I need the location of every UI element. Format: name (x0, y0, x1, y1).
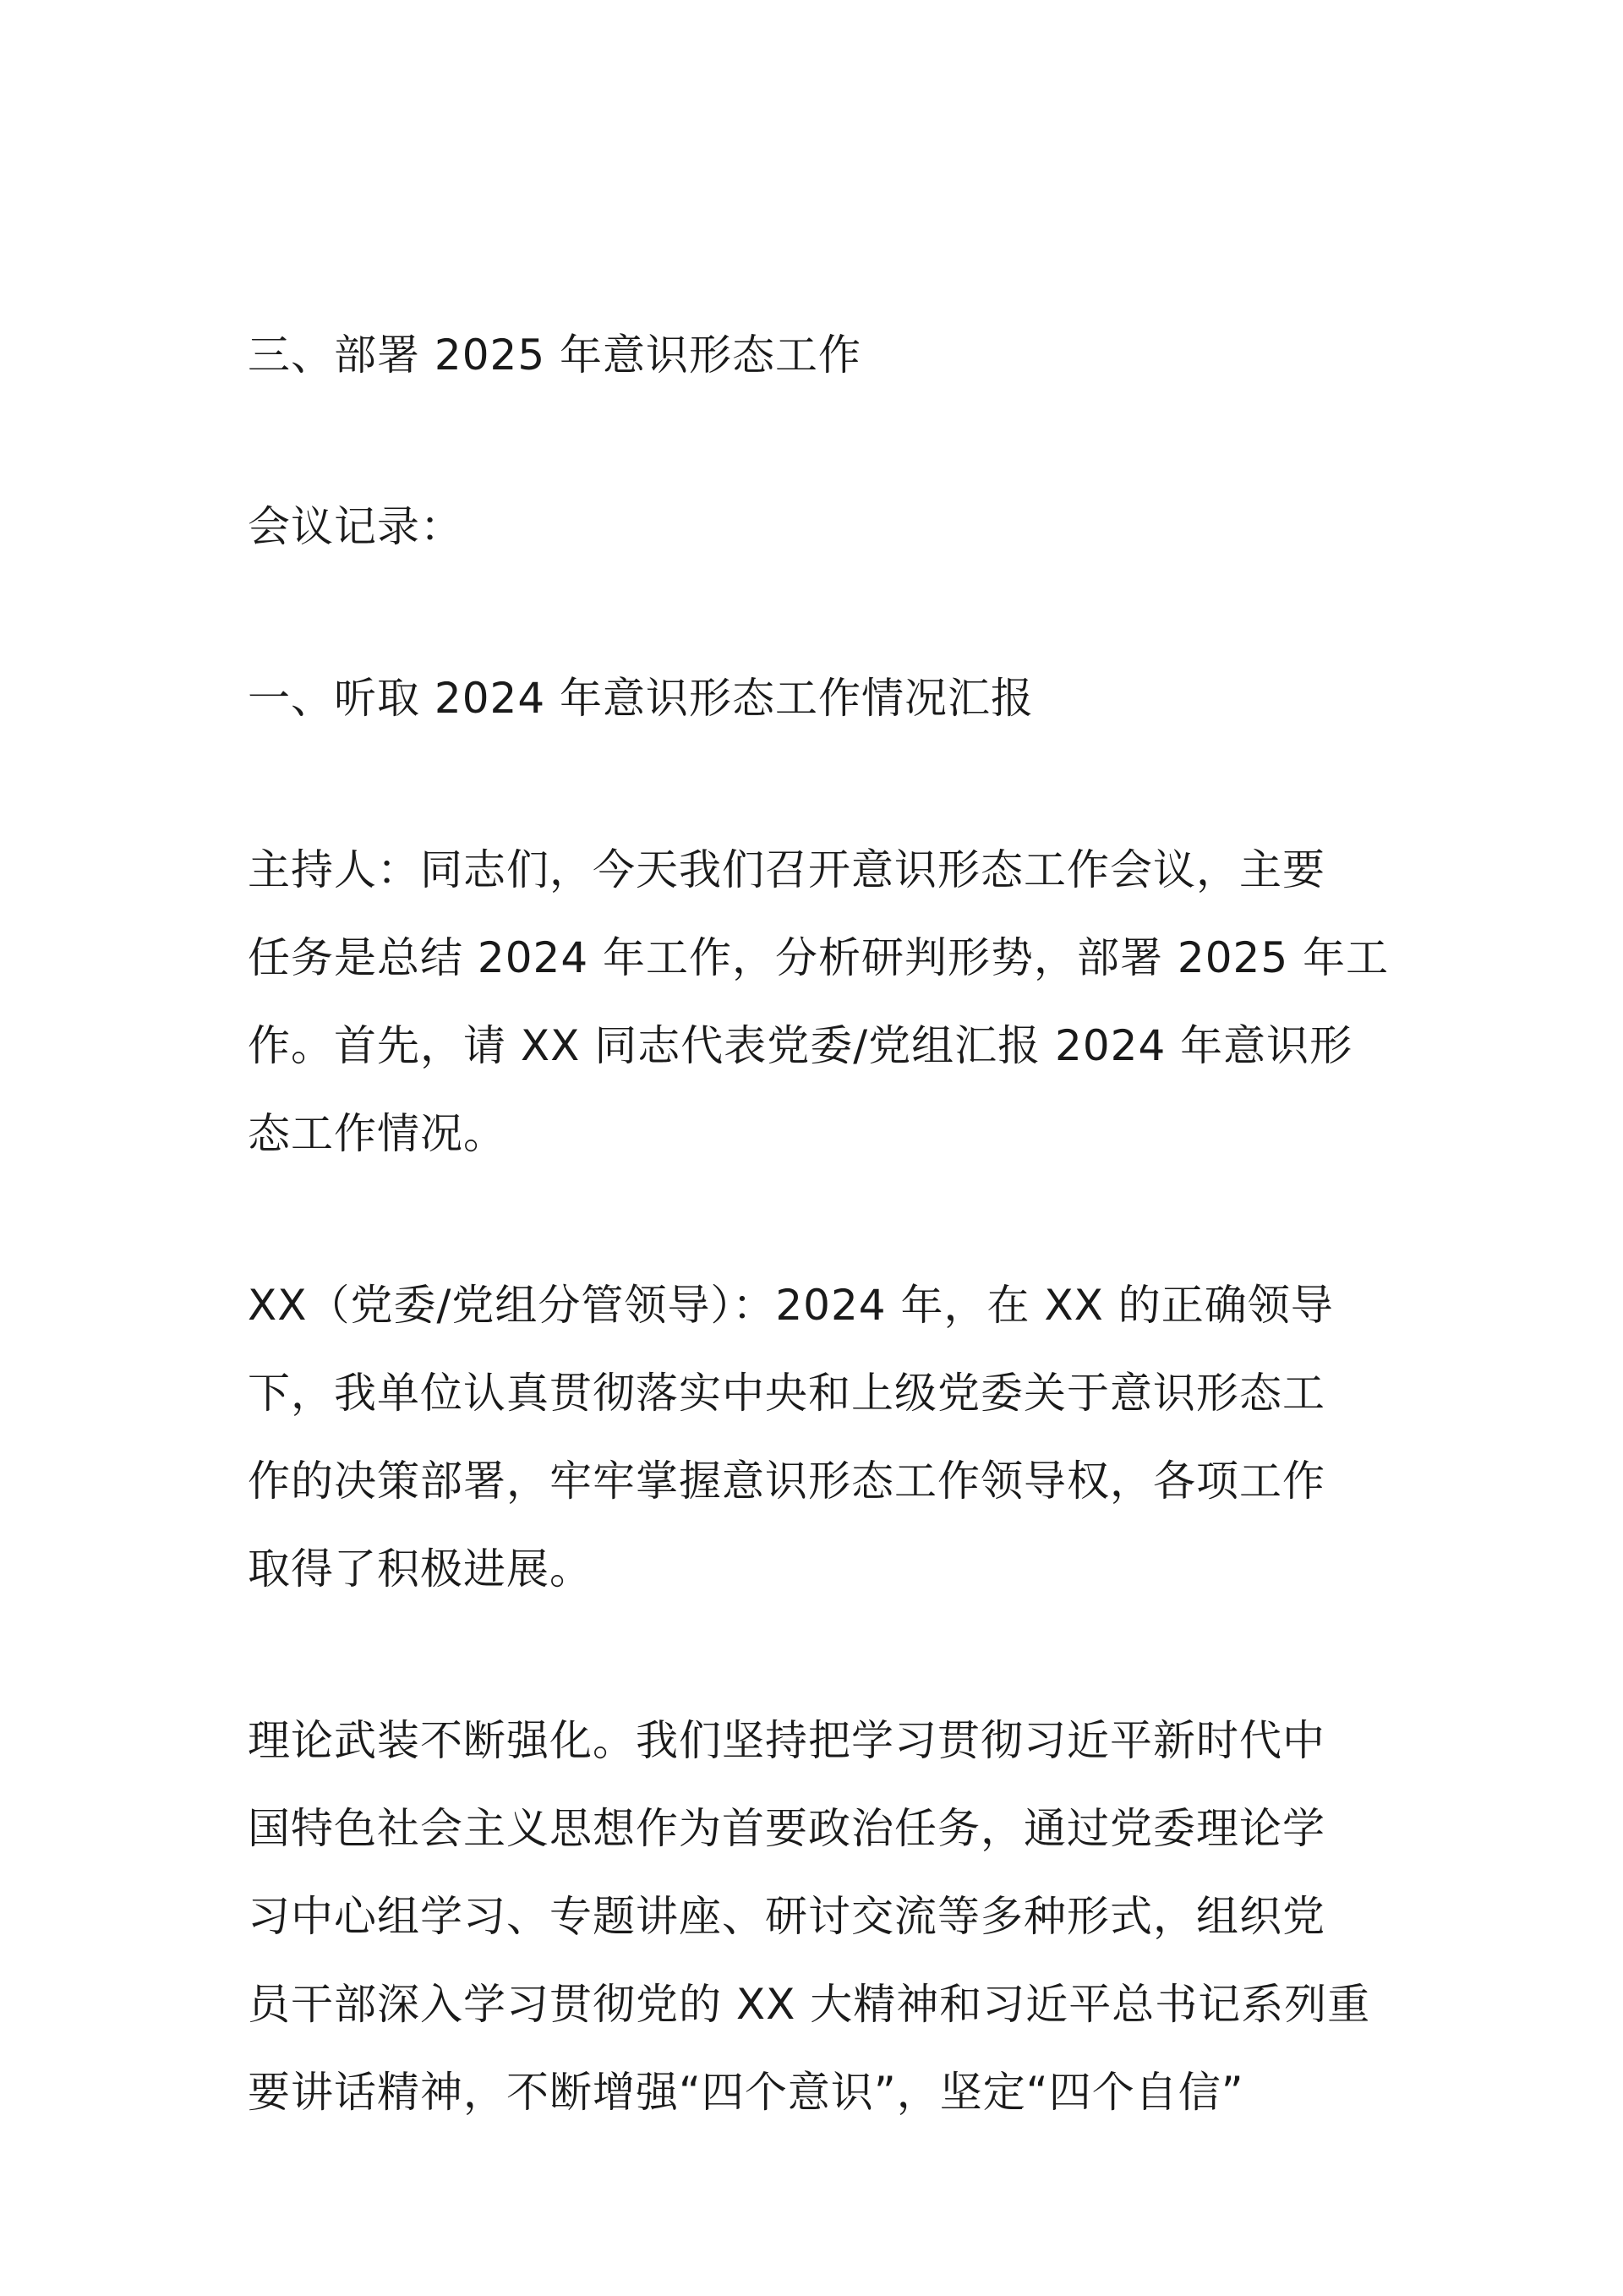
paragraph-line: 态工作情况。 (248, 1109, 506, 1158)
paragraph-line: 作的决策部署，牢牢掌握意识形态工作领导权，各项工作 (248, 1457, 1325, 1506)
paragraph-line: 主持人：同志们，今天我们召开意识形态工作会议，主要 (248, 845, 1325, 894)
paragraph-line: 理论武装不断强化。我们坚持把学习贯彻习近平新时代中 (248, 1716, 1325, 1765)
paragraph-line: 员干部深入学习贯彻党的 XX 大精神和习近平总书记系列重 (248, 1980, 1371, 2029)
spacer (248, 571, 1391, 654)
paragraph-line: 作。首先，请 XX 同志代表党委/党组汇报 2024 年意识形 (248, 1021, 1353, 1070)
report-paragraph (248, 1261, 1391, 1613)
spacer (248, 1178, 1391, 1261)
heading-text: 一、听取 2024 年意识形态工作情况汇报 (248, 674, 1035, 723)
spacer (248, 742, 1391, 826)
section-heading-three (248, 311, 1391, 399)
theory-paragraph (248, 1697, 1391, 2136)
minutes-label-text: 会议记录： (248, 502, 463, 551)
paragraph-line: XX（党委/党组分管领导）：2024 年，在 XX 的正确领导 (248, 1281, 1334, 1330)
paragraph-line: 下，我单位认真贯彻落实中央和上级党委关于意识形态工 (248, 1369, 1325, 1418)
spacer (248, 1613, 1391, 1697)
paragraph-line: 要讲话精神，不断增强“四个意识”，坚定“四个自信” (248, 2068, 1244, 2117)
spacer (248, 399, 1391, 483)
paragraph-line: 取得了积极进展。 (248, 1544, 593, 1594)
heading-text: 三、部署 2025 年意识形态工作 (248, 331, 862, 380)
paragraph-line: 国特色社会主义思想作为首要政治任务，通过党委理论学 (248, 1804, 1325, 1853)
paragraph-line: 任务是总结 2024 年工作，分析研判形势，部署 2025 年工 (248, 933, 1390, 982)
section-heading-one (248, 654, 1391, 742)
minutes-label (248, 483, 1391, 571)
document-body (248, 311, 1391, 2136)
host-paragraph (248, 826, 1391, 1178)
paragraph-line: 习中心组学习、专题讲座、研讨交流等多种形式，组织党 (248, 1892, 1325, 1941)
